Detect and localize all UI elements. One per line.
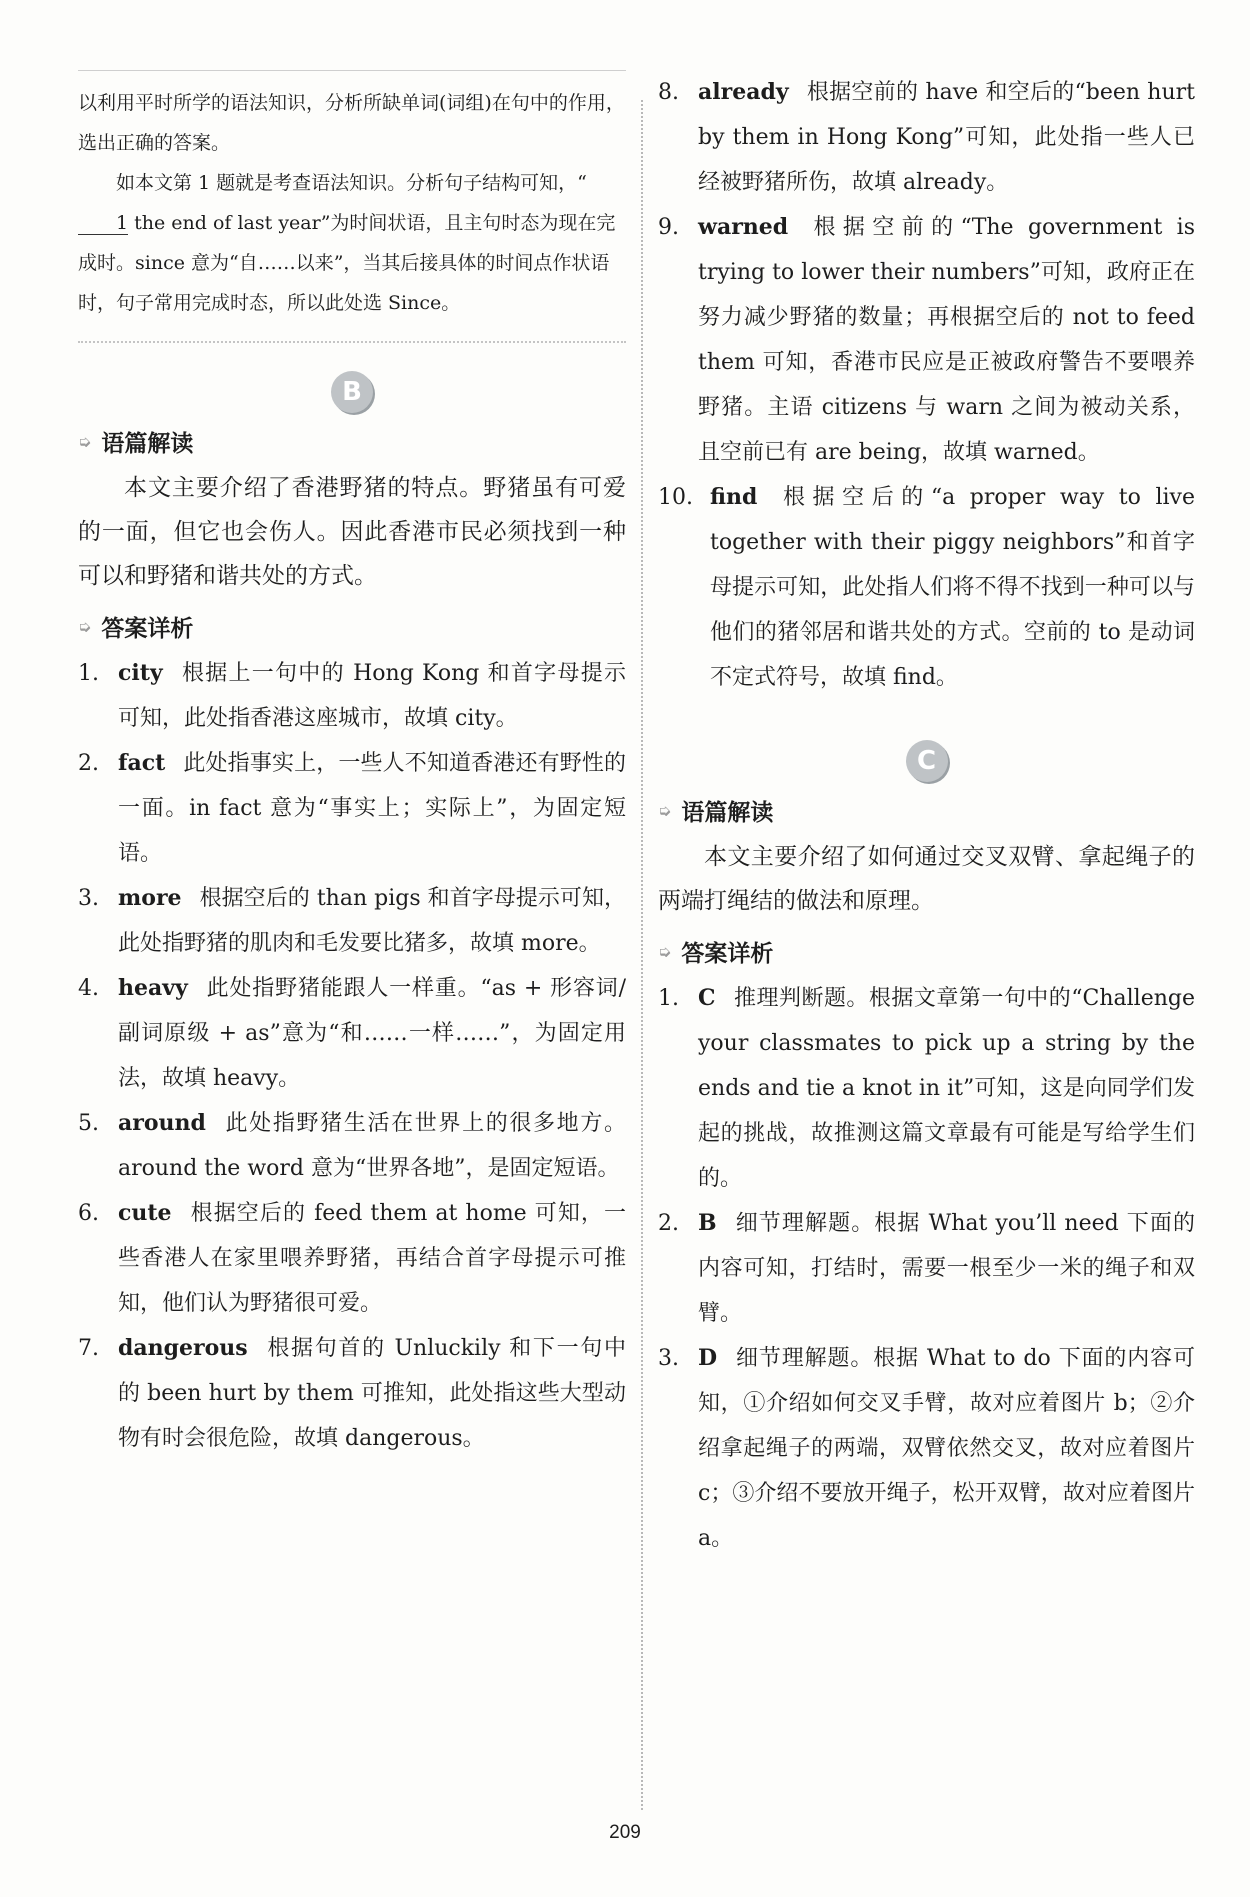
answer-explanation: 此处指野猪生活在世界上的很多地方。around the word 意为“世界各地”，是固定短语。 xyxy=(118,1111,626,1181)
answer-explanation: 此处指事实上，一些人不知道香港还有野性的一面。in fact 意为“事实上；实际上”，为固定短语。 xyxy=(118,751,626,866)
answer-explanation: 根据空前的 have 和空后的“been hurt by them in Hong Kong”可知，此处指一些人已经被野猪所伤，故填 already。 xyxy=(698,80,1195,195)
answer-key: around xyxy=(118,1110,206,1136)
answer-item: 3. D 细节理解题。根据 What to do 下面的内容可知，①介绍如何交叉手臂，故对应着图片 b；②介绍拿起绳子的两端，双臂依然交叉，故对应着图片 c；③介绍不要放开绳子，松开双臂，故对应着图片 a。 xyxy=(658,1345,1195,1551)
section-c-reading-heading: ➭ 语篇解读 xyxy=(658,800,774,826)
answer-explanation: 根据句首的 Unluckily 和下一句中的 been hurt by them 可推知，此处指这些大型动物有时会很危险，故填 dangerous。 xyxy=(118,1336,626,1451)
answer-key: heavy xyxy=(118,975,188,1001)
answer-key: fact xyxy=(118,750,166,776)
answer-item: 3. more 根据空后的 than pigs 和首字母提示可知，此处指野猪的肌肉和毛发要比猪多，故填 more。 xyxy=(78,885,626,956)
note-paragraph-2: 如本文第 1 题就是考查语法知识。分析句子结构可知，“1 the end of last year”为时间状语，且主句时态为现在完成时。since 意为“自……以来”，当其后接具体的时间点作状语时，句子常用完成时态，所以此处选 Since。 xyxy=(78,172,616,314)
answer-key: find xyxy=(710,484,758,510)
answer-key: city xyxy=(118,660,163,686)
answer-explanation: 推理判断题。根据文章第一句中的“Challenge your classmates to pick up a string by the ends and tie a knot in it”可知，这是向同学们发起的挑战，故推测这篇文章最有可能是写给学生们的。 xyxy=(698,986,1195,1191)
grammar-note xyxy=(78,83,626,323)
section-b-badge: B xyxy=(331,371,373,413)
arrow-icon: ➭ xyxy=(78,617,92,636)
answer-explanation: 根据空后的 feed them at home 可知，一些香港人在家里喂养野猪，再结合首字母提示可推知，他们认为野猪很可爱。 xyxy=(118,1201,626,1316)
section-b-answers-heading: ➭ 答案详析 xyxy=(78,616,194,642)
section-c-summary: 本文主要介绍了如何通过交叉双臂、拿起绳子的两端打绳结的做法和原理。 xyxy=(658,844,1195,914)
answer-key: C xyxy=(698,985,716,1011)
section-c-header xyxy=(658,740,1195,782)
answer-item: 4. heavy 此处指野猪能跟人一样重。“as + 形容词/副词原级 + as”意为“和……一样……”，为固定用法，故填 heavy。 xyxy=(78,975,626,1091)
arrow-icon: ➭ xyxy=(658,801,672,820)
answer-explanation: 根据空后的“a proper way to live together with their piggy neighbors”和首字母提示可知，此处指人们将不得不找到一种可以与他们的猪邻居和谐共处的方式。空前的 to 是动词不定式符号，故填 find。 xyxy=(710,485,1195,690)
section-c-badge: C xyxy=(906,740,948,782)
answer-item: 1. C 推理判断题。根据文章第一句中的“Challenge your classmates to pick up a string by the ends and tie a knot in it”可知，这是向同学们发起的挑战，故推测这篇文章最有可能是写给学生们的。 xyxy=(658,985,1195,1191)
column-divider xyxy=(641,100,643,1810)
answer-explanation: 根据空后的 than pigs 和首字母提示可知，此处指野猪的肌肉和毛发要比猪多，故填 more。 xyxy=(118,886,626,956)
left-column xyxy=(78,70,626,1461)
arrow-icon: ➭ xyxy=(658,942,672,961)
answer-item: 5. around 此处指野猪生活在世界上的很多地方。around the word 意为“世界各地”，是固定短语。 xyxy=(78,1110,626,1181)
answer-item: 2. B 细节理解题。根据 What you’ll need 下面的内容可知，打结时，需要一根至少一米的绳子和双臂。 xyxy=(658,1210,1195,1326)
answer-item: 1. city 根据上一句中的 Hong Kong 和首字母提示可知，此处指香港这座城市，故填 city。 xyxy=(78,660,626,731)
answer-explanation: 细节理解题。根据 What to do 下面的内容可知，①介绍如何交叉手臂，故对应着图片 b；②介绍拿起绳子的两端，双臂依然交叉，故对应着图片 c；③介绍不要放开绳子，松开双臂，故对应着图片 a。 xyxy=(698,1346,1195,1551)
section-b-header xyxy=(78,371,626,413)
answer-key: cute xyxy=(118,1200,172,1226)
section-c-answers-heading: ➭ 答案详析 xyxy=(658,941,774,967)
answer-key: already xyxy=(698,79,789,105)
answer-explanation: 细节理解题。根据 What you’ll need 下面的内容可知，打结时，需要一根至少一米的绳子和双臂。 xyxy=(698,1211,1195,1326)
right-column xyxy=(658,70,1195,1561)
answer-key: B xyxy=(698,1210,717,1236)
blank-number: 1 xyxy=(78,212,128,235)
answer-item: 9. warned 根据空前的“The government is trying to lower their numbers”可知，政府正在努力减少野猪的数量；再根据空后的 not to feed them 可知，香港市民应是正被政府警告不要喂养野猪。主语 citizens 与 warn 之间为被动关系，且空前已有 are being，故填 warned。 xyxy=(658,214,1195,465)
answer-item: 6. cute 根据空后的 feed them at home 可知，一些香港人在家里喂养野猪，再结合首字母提示可推知，他们认为野猪很可爱。 xyxy=(78,1200,626,1316)
page-number: 209 xyxy=(609,1822,641,1843)
section-b-summary: 本文主要介绍了香港野猪的特点。野猪虽有可爱的一面，但它也会伤人。因此香港市民必须找到一种可以和野猪和谐共处的方式。 xyxy=(78,475,626,589)
section-b-reading-heading: ➭ 语篇解读 xyxy=(78,431,194,457)
section-divider xyxy=(78,341,626,343)
answer-explanation: 此处指野猪能跟人一样重。“as + 形容词/副词原级 + as”意为“和……一样……”，为固定用法，故填 heavy。 xyxy=(118,976,626,1091)
answer-item: 7. dangerous 根据句首的 Unluckily 和下一句中的 been hurt by them 可推知，此处指这些大型动物有时会很危险，故填 dangerous。 xyxy=(78,1335,626,1451)
answer-key: dangerous xyxy=(118,1335,248,1361)
note-paragraph-1: 以利用平时所学的语法知识，分析所缺单词(词组)在句中的作用，选出正确的答案。 xyxy=(78,92,625,154)
answer-item: 8. already 根据空前的 have 和空后的“been hurt by them in Hong Kong”可知，此处指一些人已经被野猪所伤，故填 already。 xyxy=(658,79,1195,195)
answer-key: more xyxy=(118,885,182,911)
answer-key: warned xyxy=(698,214,789,240)
answer-key: D xyxy=(698,1345,718,1371)
answer-item: 2. fact 此处指事实上，一些人不知道香港还有野性的一面。in fact 意为“事实上；实际上”，为固定短语。 xyxy=(78,750,626,866)
arrow-icon: ➭ xyxy=(78,432,92,451)
answer-explanation: 根据空前的“The government is trying to lower their numbers”可知，政府正在努力减少野猪的数量；再根据空后的 not to feed them 可知，香港市民应是正被政府警告不要喂养野猪。主语 citizens 与 warn 之间为被动关系，且空前已有 are being，故填 warned。 xyxy=(698,215,1195,465)
top-rule xyxy=(78,70,626,71)
answer-item: 10. find 根据空后的“a proper way to live together with their piggy neighbors”和首字母提示可知，此处指人们将不得不找到一种可以与他们的猪邻居和谐共处的方式。空前的 to 是动词不定式符号，故填 find。 xyxy=(658,484,1195,690)
answer-explanation: 根据上一句中的 Hong Kong 和首字母提示可知，此处指香港这座城市，故填 city。 xyxy=(118,661,626,731)
